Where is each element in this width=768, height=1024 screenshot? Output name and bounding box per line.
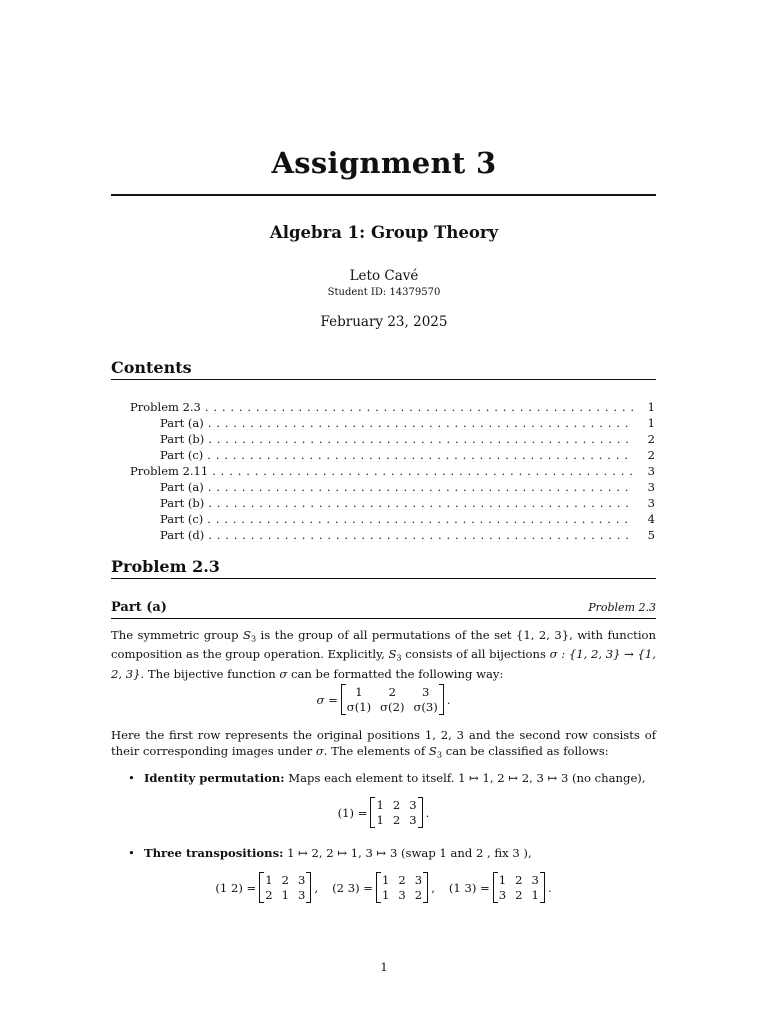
toc-leader-dots (205, 400, 633, 414)
equation-punct: , (431, 880, 435, 895)
toc-entry-page: 1 (647, 400, 655, 414)
subsection-reference: Problem 2.3 (588, 601, 656, 614)
identity-equation (111, 797, 656, 828)
text-run: The symmetric group (111, 628, 243, 642)
math-symbol (243, 628, 256, 642)
equation-punct: . (425, 805, 430, 820)
subsection-header (111, 600, 656, 619)
toc-leader-dots (207, 448, 633, 462)
matrix-cell: σ(2) (380, 700, 405, 714)
equation-punct: , (314, 880, 319, 895)
math-var: σ (315, 744, 324, 758)
toc-leader-dots (208, 528, 633, 542)
matrix-cell: 1 (376, 798, 384, 812)
identity-matrix (370, 797, 422, 828)
toc-entry[interactable] (111, 432, 656, 448)
toc-entry-page: 3 (647, 464, 655, 478)
intro-paragraph (111, 627, 656, 682)
matrix-cell: 1 (265, 873, 273, 887)
toc-entry-label: Problem 2.11 (130, 464, 209, 478)
equation-lhs: (1 2) = (215, 880, 257, 895)
matrix-cell: 1 (531, 888, 539, 902)
toc-leader-dots (208, 432, 633, 446)
toc-leader-dots (212, 464, 633, 478)
section-heading: Problem 2.3 (111, 557, 656, 579)
math-expression: σ : {1, 2, 3} → {1, 2, 3} (111, 647, 656, 681)
matrix-cell: 2 (414, 888, 423, 902)
table-of-contents (111, 400, 656, 544)
contents-heading: Contents (111, 358, 656, 380)
transpositions-equation (111, 872, 656, 903)
page-number: 1 (380, 960, 388, 974)
matrix-cell: 1 (376, 813, 384, 827)
toc-leader-dots (208, 496, 633, 510)
math-symbol (388, 647, 401, 661)
toc-entry-page: 5 (647, 528, 655, 542)
sigma-matrix (341, 684, 444, 715)
matrix-cell: 2 (392, 813, 401, 827)
toc-entry[interactable] (111, 496, 656, 512)
math-symbol (429, 744, 442, 758)
bullet-term: Three transpositions: (144, 846, 284, 860)
document-subtitle: Algebra 1: Group Theory (269, 223, 499, 242)
toc-leader-dots (207, 512, 633, 526)
toc-entry-label: Part (c) (160, 512, 204, 526)
matrix-cell: 1 (382, 888, 390, 902)
bullet-text: Maps each element to itself. 1 ↦ 1, 2 ↦ 2, 3 ↦ 3 (no change), (284, 771, 646, 785)
matrix-cell: 3 (414, 873, 423, 887)
toc-entry[interactable] (111, 416, 656, 432)
list-item (128, 845, 656, 861)
equation-lhs: (2 3) = (332, 880, 374, 895)
math-subscript: 3 (436, 749, 443, 760)
document-title: Assignment 3 (271, 146, 497, 180)
text-run: is the group of all permutations of the set {1, 2, 3}, with function composition as the group operation. Explicitly, (111, 628, 656, 662)
math-subscript: 3 (396, 652, 402, 663)
equation-lhs: (1 3) = (448, 880, 490, 895)
matrix-cell: 3 (409, 813, 417, 827)
matrix-cell: 2 (388, 685, 396, 699)
title-rule (111, 194, 656, 196)
text-run: Here the first row represents the original positions 1, 2, 3 and the second row consists of their corresponding images under (111, 728, 656, 758)
toc-entry-label: Problem 2.3 (130, 400, 201, 414)
equation-punct: . (547, 880, 552, 895)
matrix-cell: 3 (298, 888, 306, 902)
toc-entry-page: 3 (647, 496, 655, 510)
toc-entry[interactable] (111, 400, 656, 416)
math-subscript: 3 (250, 633, 257, 644)
equation-punct: . (446, 692, 451, 707)
toc-leader-dots (208, 480, 633, 494)
toc-entry[interactable] (111, 528, 656, 544)
toc-entry-page: 1 (647, 416, 655, 430)
matrix-cell: 2 (398, 873, 406, 887)
matrix-cell: 3 (498, 888, 507, 902)
math-var: S (242, 628, 251, 642)
transposition-matrix (493, 872, 545, 903)
text-run: can be formatted the following way: (287, 666, 504, 681)
matrix-cell: 2 (515, 873, 523, 887)
toc-entry-label: Part (d) (160, 528, 205, 542)
matrix-cell: 2 (265, 888, 273, 902)
toc-entry-label: Part (a) (160, 416, 204, 430)
matrix-cell: 3 (298, 873, 306, 887)
bullet-icon: • (128, 846, 135, 860)
sigma-equation (111, 684, 656, 715)
equation-lhs: σ = (316, 692, 338, 707)
matrix-cell: 3 (409, 798, 417, 812)
matrix-cell: 1 (355, 685, 363, 699)
toc-entry-page: 2 (647, 448, 655, 462)
transposition-matrix (259, 872, 311, 903)
toc-entry[interactable] (111, 480, 656, 496)
matrix-cell: 3 (421, 685, 430, 699)
toc-entry-label: Part (b) (160, 496, 205, 510)
matrix-cell: σ(1) (346, 700, 372, 714)
toc-entry-label: Part (a) (160, 480, 204, 494)
matrix-cell: 1 (281, 888, 290, 902)
bullet-icon: • (128, 771, 135, 785)
toc-entry-label: Part (c) (160, 448, 204, 462)
toc-entry[interactable] (111, 512, 656, 528)
matrix-cell: 2 (392, 798, 401, 812)
matrix-cell: 1 (498, 873, 507, 887)
toc-entry[interactable] (111, 448, 656, 464)
math-var: S (388, 647, 397, 662)
toc-entry-page: 4 (647, 512, 655, 526)
math-var: S (428, 744, 437, 758)
toc-entry-label: Part (b) (160, 432, 205, 446)
matrix-cell: 2 (515, 888, 523, 902)
math-var: σ (279, 666, 288, 681)
toc-entry-page: 3 (647, 480, 655, 494)
toc-entry-page: 2 (647, 432, 655, 446)
matrix-cell: 3 (398, 888, 406, 902)
bullet-term: Identity permutation: (144, 771, 285, 785)
equation-lhs: (1) = (337, 805, 368, 820)
bullet-text: 1 ↦ 2, 2 ↦ 1, 3 ↦ 3 (swap 1 and 2 , fix 3 ), (283, 846, 532, 860)
classification-paragraph (111, 727, 656, 762)
toc-leader-dots (208, 416, 633, 430)
toc-entry[interactable] (111, 464, 656, 480)
subsection-heading: Part (a) (111, 600, 167, 615)
transposition-matrix (376, 872, 428, 903)
document-date: February 23, 2025 (320, 314, 448, 330)
author-name: Leto Cavé (349, 268, 419, 284)
matrix-cell: 1 (382, 873, 390, 887)
text-run: can be classified as follows: (442, 744, 609, 758)
text-run: consists of all bijections (401, 647, 550, 662)
text-run: . The bijective function (140, 666, 280, 681)
matrix-cell: σ(3) (413, 700, 438, 714)
matrix-cell: 2 (281, 873, 290, 887)
student-id: Student ID: 14379570 (327, 287, 441, 298)
text-run: . The elements of (323, 744, 429, 758)
matrix-cell: 3 (531, 873, 539, 887)
list-item (128, 770, 656, 786)
